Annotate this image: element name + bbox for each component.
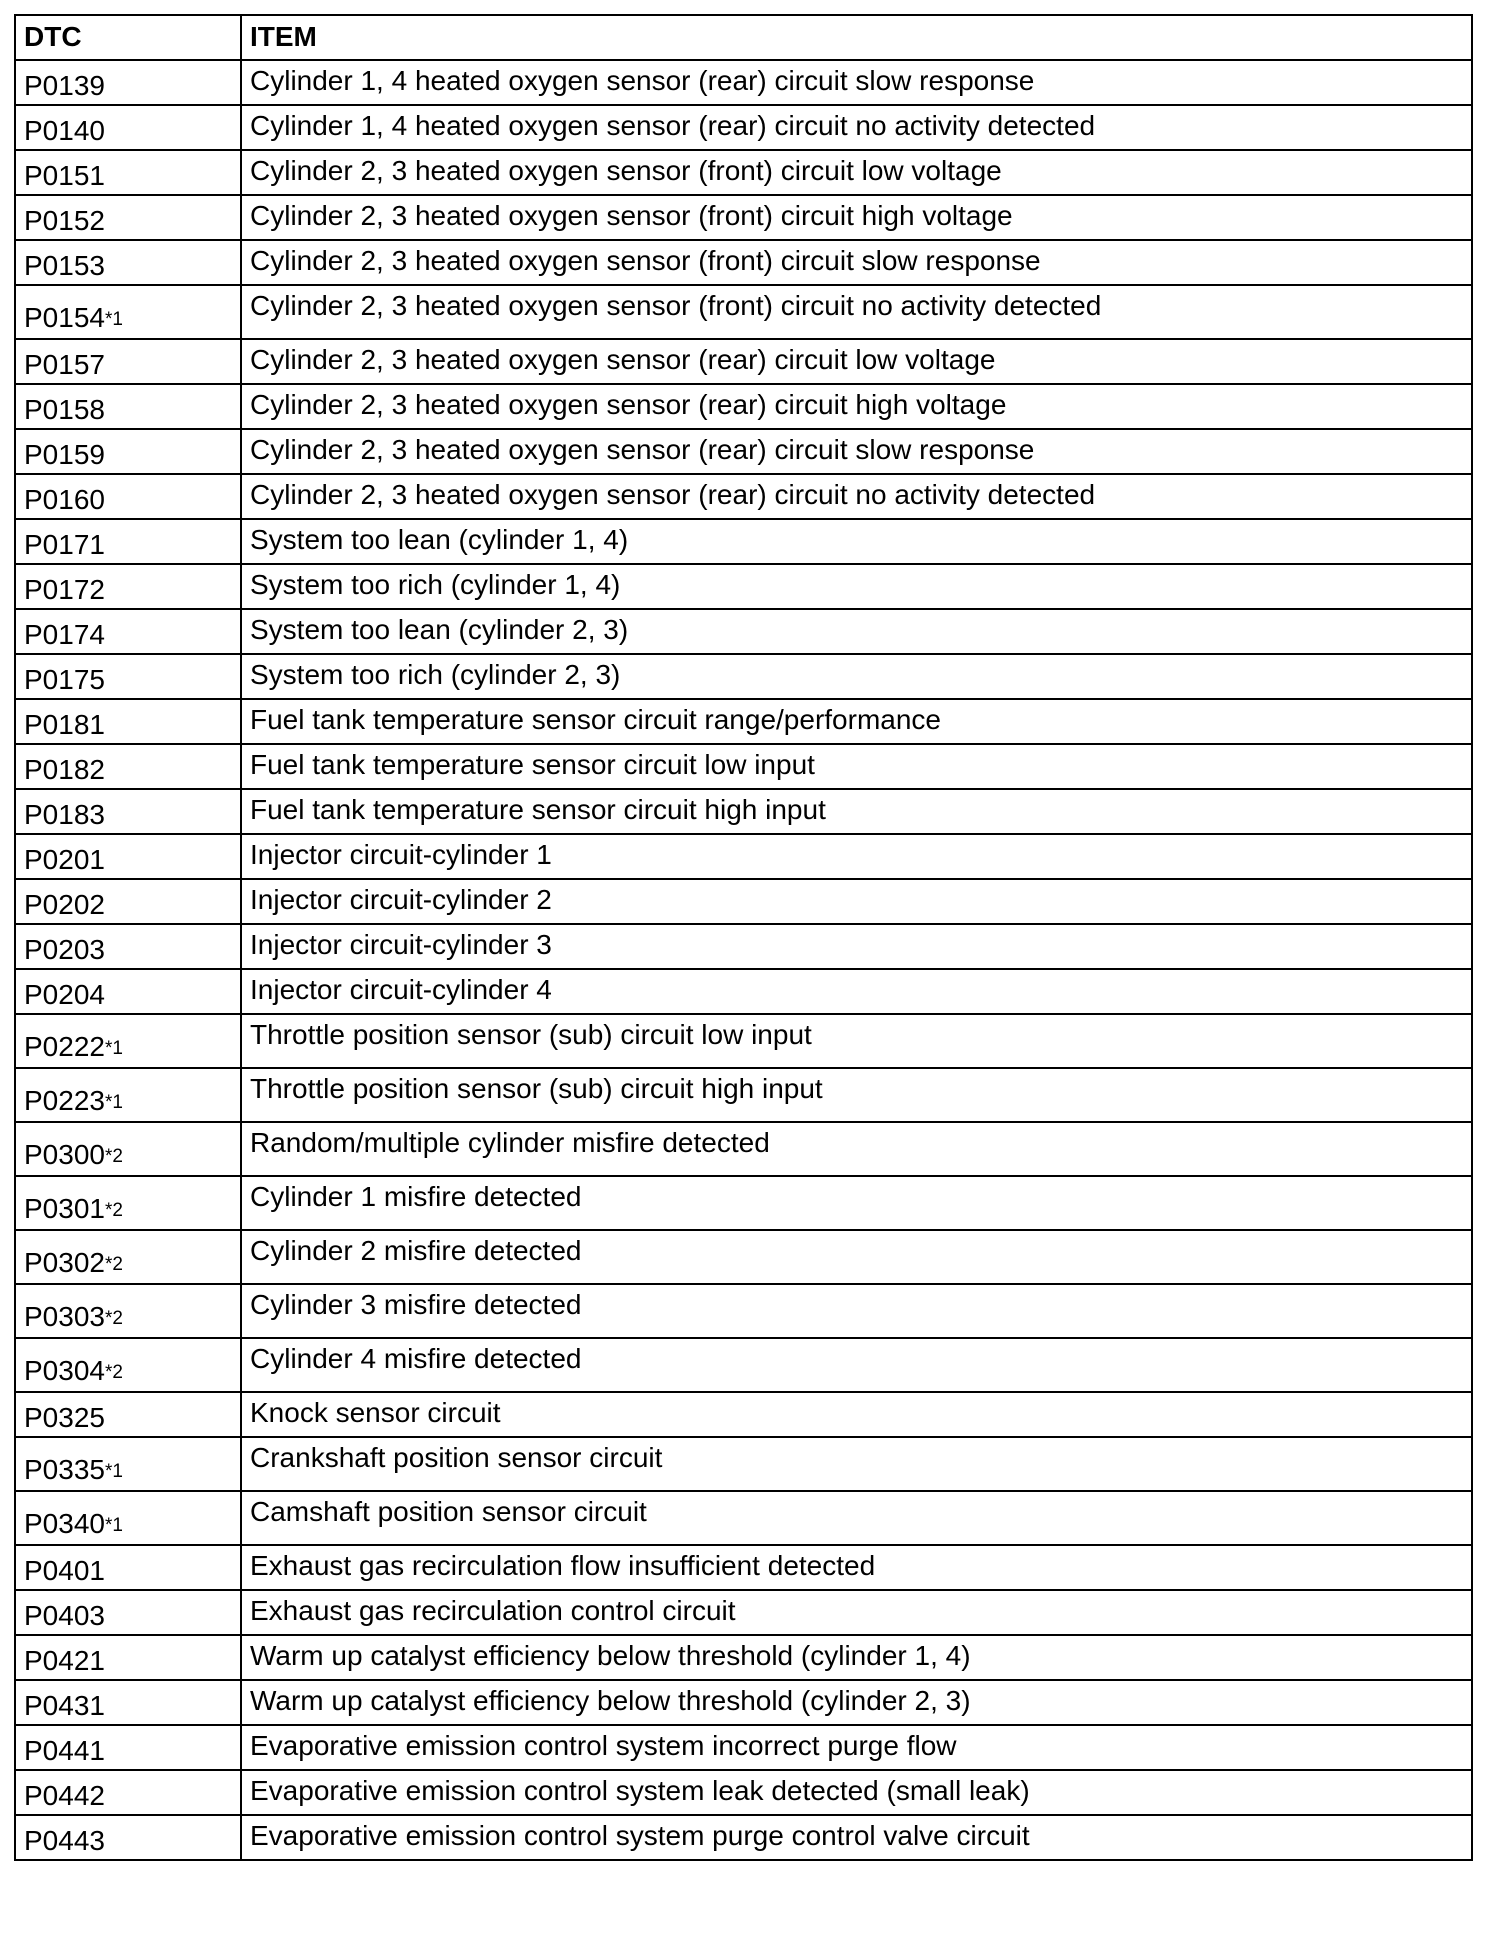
table-row [15,1437,1472,1491]
footnote-mark: *1 [104,1514,123,1536]
table-row [15,1725,1472,1770]
item-cell: Fuel tank temperature sensor circuit low input [241,744,1472,789]
table-row [15,519,1472,564]
table-row [15,1338,1472,1392]
table-row [15,1176,1472,1230]
table-row [15,1590,1472,1635]
item-cell: Random/multiple cylinder misfire detected [241,1122,1472,1176]
dtc-code: P0203 [24,934,105,965]
table-row [15,1284,1472,1338]
item-cell: System too rich (cylinder 1, 4) [241,564,1472,609]
table-row [15,1815,1472,1860]
item-cell: Cylinder 4 misfire detected [241,1338,1472,1392]
table-row [15,699,1472,744]
dtc-code: P0140 [24,115,105,146]
dtc-cell [15,969,241,1014]
dtc-table [14,14,1473,1861]
item-cell: Cylinder 2, 3 heated oxygen sensor (rear) circuit low voltage [241,339,1472,384]
header-item: ITEM [241,15,1472,60]
dtc-cell [15,744,241,789]
table-row [15,789,1472,834]
dtc-code: P0325 [24,1402,105,1433]
table-row [15,1392,1472,1437]
table-row [15,1770,1472,1815]
dtc-cell [15,429,241,474]
dtc-cell [15,834,241,879]
dtc-cell [15,60,241,105]
dtc-cell [15,1284,241,1338]
dtc-code: P0442 [24,1780,105,1811]
footnote-mark: *2 [104,1307,123,1329]
table-row [15,924,1472,969]
dtc-cell [15,609,241,654]
item-cell: Cylinder 2, 3 heated oxygen sensor (front) circuit slow response [241,240,1472,285]
dtc-cell [15,654,241,699]
dtc-cell [15,105,241,150]
dtc-code: P0304 [24,1355,105,1386]
dtc-code: P0151 [24,160,105,191]
table-row [15,1680,1472,1725]
dtc-cell [15,285,241,339]
item-cell: Cylinder 2, 3 heated oxygen sensor (rear) circuit no activity detected [241,474,1472,519]
item-cell: Exhaust gas recirculation control circuit [241,1590,1472,1635]
table-row [15,105,1472,150]
dtc-cell [15,240,241,285]
table-row [15,1014,1472,1068]
item-cell: Cylinder 2, 3 heated oxygen sensor (rear) circuit high voltage [241,384,1472,429]
dtc-cell [15,879,241,924]
table-row [15,240,1472,285]
item-cell: Injector circuit-cylinder 4 [241,969,1472,1014]
dtc-code: P0183 [24,799,105,830]
table-row [15,1230,1472,1284]
item-cell: Evaporative emission control system purge control valve circuit [241,1815,1472,1860]
dtc-cell [15,474,241,519]
dtc-code: P0182 [24,754,105,785]
footnote-mark: *1 [104,1037,123,1059]
dtc-code: P0201 [24,844,105,875]
item-cell: Injector circuit-cylinder 1 [241,834,1472,879]
footnote-mark: *1 [104,1460,123,1482]
dtc-cell [15,789,241,834]
dtc-cell [15,1680,241,1725]
dtc-cell [15,1176,241,1230]
dtc-cell [15,1338,241,1392]
item-cell: Cylinder 1, 4 heated oxygen sensor (rear) circuit no activity detected [241,105,1472,150]
dtc-cell [15,195,241,240]
table-row [15,60,1472,105]
item-cell: System too lean (cylinder 1, 4) [241,519,1472,564]
table-row [15,1635,1472,1680]
footnote-mark: *1 [104,308,123,330]
table-row [15,474,1472,519]
table-row [15,879,1472,924]
dtc-code: P0223 [24,1085,105,1116]
dtc-code: P0204 [24,979,105,1010]
dtc-cell [15,1635,241,1680]
dtc-code: P0154 [24,302,105,333]
table-row [15,150,1472,195]
dtc-cell [15,150,241,195]
item-cell: Cylinder 2, 3 heated oxygen sensor (front) circuit low voltage [241,150,1472,195]
item-cell: Throttle position sensor (sub) circuit high input [241,1068,1472,1122]
table-header-row [15,15,1472,60]
dtc-cell [15,924,241,969]
item-cell: System too rich (cylinder 2, 3) [241,654,1472,699]
dtc-code: P0152 [24,205,105,236]
footnote-mark: *2 [104,1199,123,1221]
item-cell: Fuel tank temperature sensor circuit range/performance [241,699,1472,744]
dtc-cell [15,1014,241,1068]
item-cell: Evaporative emission control system incorrect purge flow [241,1725,1472,1770]
dtc-code: P0403 [24,1600,105,1631]
item-cell: System too lean (cylinder 2, 3) [241,609,1472,654]
dtc-code: P0158 [24,394,105,425]
item-cell: Fuel tank temperature sensor circuit high input [241,789,1472,834]
table-row [15,1491,1472,1545]
dtc-code: P0222 [24,1031,105,1062]
table-row [15,744,1472,789]
dtc-code: P0431 [24,1690,105,1721]
dtc-cell [15,1437,241,1491]
dtc-cell [15,519,241,564]
dtc-cell [15,384,241,429]
dtc-code: P0340 [24,1508,105,1539]
item-cell: Knock sensor circuit [241,1392,1472,1437]
footnote-mark: *1 [104,1091,123,1113]
dtc-code: P0301 [24,1193,105,1224]
item-cell: Crankshaft position sensor circuit [241,1437,1472,1491]
dtc-code: P0172 [24,574,105,605]
dtc-code: P0401 [24,1555,105,1586]
table-row [15,654,1472,699]
item-cell: Warm up catalyst efficiency below threshold (cylinder 2, 3) [241,1680,1472,1725]
item-cell: Cylinder 2, 3 heated oxygen sensor (front) circuit no activity detected [241,285,1472,339]
table-row [15,834,1472,879]
dtc-code: P0181 [24,709,105,740]
item-cell: Cylinder 3 misfire detected [241,1284,1472,1338]
dtc-cell [15,564,241,609]
table-row [15,1068,1472,1122]
item-cell: Cylinder 2 misfire detected [241,1230,1472,1284]
dtc-code: P0159 [24,439,105,470]
item-cell: Exhaust gas recirculation flow insufficient detected [241,1545,1472,1590]
table-row [15,1545,1472,1590]
item-cell: Cylinder 2, 3 heated oxygen sensor (rear) circuit slow response [241,429,1472,474]
dtc-code: P0202 [24,889,105,920]
dtc-cell [15,1122,241,1176]
footnote-mark: *2 [104,1361,123,1383]
dtc-table-container [14,14,1471,1861]
dtc-code: P0171 [24,529,105,560]
dtc-code: P0443 [24,1825,105,1856]
table-row [15,969,1472,1014]
dtc-cell [15,1770,241,1815]
item-cell: Camshaft position sensor circuit [241,1491,1472,1545]
dtc-cell [15,1725,241,1770]
item-cell: Cylinder 1, 4 heated oxygen sensor (rear) circuit slow response [241,60,1472,105]
table-body [15,60,1472,1860]
item-cell: Cylinder 1 misfire detected [241,1176,1472,1230]
table-row [15,1122,1472,1176]
dtc-cell [15,1590,241,1635]
dtc-cell [15,699,241,744]
item-cell: Throttle position sensor (sub) circuit low input [241,1014,1472,1068]
table-row [15,429,1472,474]
dtc-code: P0335 [24,1454,105,1485]
dtc-code: P0157 [24,349,105,380]
footnote-mark: *2 [104,1253,123,1275]
dtc-cell [15,1815,241,1860]
item-cell: Warm up catalyst efficiency below threshold (cylinder 1, 4) [241,1635,1472,1680]
item-cell: Injector circuit-cylinder 3 [241,924,1472,969]
dtc-cell [15,339,241,384]
dtc-cell [15,1545,241,1590]
dtc-cell [15,1392,241,1437]
dtc-code: P0302 [24,1247,105,1278]
table-row [15,339,1472,384]
dtc-code: P0174 [24,619,105,650]
table-row [15,564,1472,609]
table-row [15,195,1472,240]
dtc-code: P0300 [24,1139,105,1170]
dtc-code: P0139 [24,70,105,101]
dtc-code: P0160 [24,484,105,515]
dtc-code: P0175 [24,664,105,695]
dtc-cell [15,1491,241,1545]
table-row [15,285,1472,339]
dtc-cell [15,1230,241,1284]
dtc-cell [15,1068,241,1122]
item-cell: Evaporative emission control system leak detected (small leak) [241,1770,1472,1815]
table-row [15,609,1472,654]
footnote-mark: *2 [104,1145,123,1167]
item-cell: Cylinder 2, 3 heated oxygen sensor (front) circuit high voltage [241,195,1472,240]
table-row [15,384,1472,429]
dtc-code: P0441 [24,1735,105,1766]
item-cell: Injector circuit-cylinder 2 [241,879,1472,924]
header-dtc: DTC [15,15,241,60]
dtc-code: P0153 [24,250,105,281]
dtc-code: P0303 [24,1301,105,1332]
dtc-code: P0421 [24,1645,105,1676]
